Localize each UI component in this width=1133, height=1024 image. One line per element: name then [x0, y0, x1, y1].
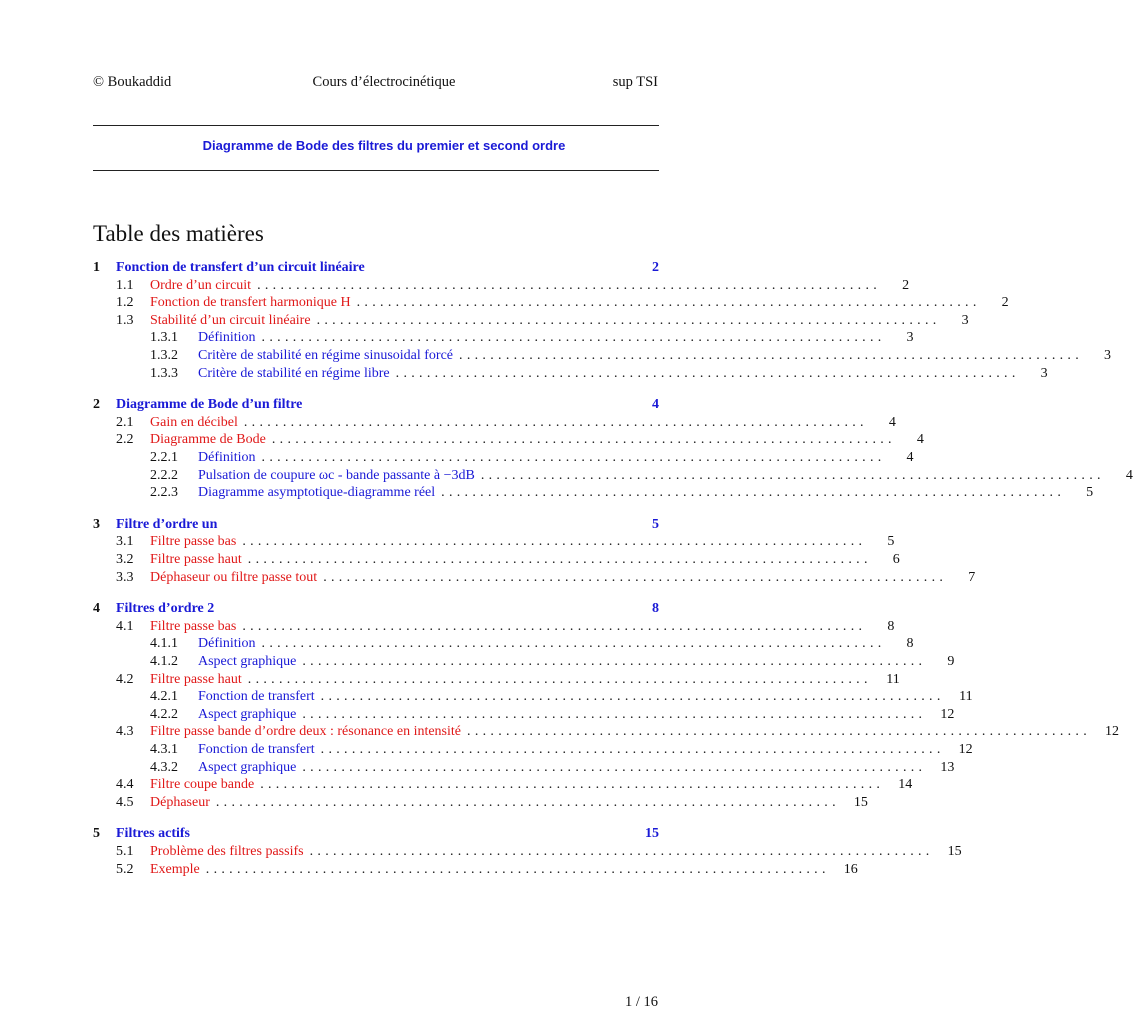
- toc-entry[interactable]: [93, 759, 955, 777]
- toc-entry[interactable]: [93, 396, 659, 414]
- toc-entry[interactable]: [93, 688, 973, 706]
- toc-entry-title[interactable]: Filtre passe haut: [150, 672, 242, 687]
- toc-dot-leader: ................................................................................: [261, 330, 886, 345]
- toc-entry-page[interactable]: 4: [888, 415, 896, 430]
- toc-heading: Table des matières: [93, 221, 264, 246]
- toc-dot-leader: ................................................................................: [480, 468, 1105, 483]
- toc-entry-number: 1.3.2: [150, 348, 178, 363]
- top-rule: [93, 125, 659, 126]
- toc-entry-page[interactable]: 5: [887, 534, 895, 549]
- toc-entry[interactable]: [93, 741, 973, 759]
- toc-entry-title[interactable]: Filtre coupe bande: [150, 777, 255, 792]
- toc-entry-title[interactable]: Déphaseur ou filtre passe tout: [150, 570, 318, 585]
- toc-entry-page[interactable]: 12: [940, 707, 955, 722]
- toc-entry-title[interactable]: Filtre passe bas: [150, 619, 237, 634]
- toc-entry-number: 4.4: [116, 777, 134, 792]
- toc-entry[interactable]: [93, 671, 900, 689]
- toc-entry-number: 2: [93, 397, 100, 412]
- toc-entry[interactable]: [93, 843, 962, 861]
- toc-entry-title[interactable]: Fonction de transfert harmonique H: [150, 295, 351, 310]
- toc-entry-number: 3: [93, 517, 100, 532]
- toc-dot-leader: ................................................................................: [320, 689, 945, 704]
- toc-entry-page[interactable]: 8: [652, 601, 659, 616]
- toc-entry-number: 1.3.1: [150, 330, 178, 345]
- toc-entry-number: 2.2.3: [150, 485, 178, 500]
- toc-entry-number: 4.1.2: [150, 654, 178, 669]
- toc-entry[interactable]: [93, 312, 969, 330]
- toc-entry-page[interactable]: 7: [968, 570, 976, 585]
- toc-entry[interactable]: [93, 600, 659, 618]
- toc-dot-leader: ................................................................................: [261, 450, 886, 465]
- toc-entry-title[interactable]: Diagramme de Bode d’un filtre: [116, 397, 303, 412]
- toc-dot-leader: ................................................................................: [302, 760, 927, 775]
- toc-entry-title[interactable]: Exemple: [150, 862, 200, 877]
- toc-entry-title[interactable]: Définition: [198, 636, 256, 651]
- toc-dot-leader: ................................................................................: [261, 636, 886, 651]
- toc-entry[interactable]: [93, 277, 910, 295]
- toc-dot-leader: ................................................................................: [243, 415, 868, 430]
- toc-entry[interactable]: [93, 569, 976, 587]
- toc-dot-leader: ................................................................................: [271, 432, 896, 447]
- toc-entry-title[interactable]: Stabilité d’un circuit linéaire: [150, 313, 311, 328]
- toc-entry[interactable]: [93, 259, 659, 277]
- toc-entry-title[interactable]: Fonction de transfert: [198, 742, 315, 757]
- toc-dot-leader: ................................................................................: [316, 313, 941, 328]
- toc-dot-leader: ................................................................................: [395, 366, 1020, 381]
- toc-entry[interactable]: [93, 706, 955, 724]
- toc-entry-title[interactable]: Aspect graphique: [198, 707, 297, 722]
- toc-entry-page[interactable]: 12: [1105, 724, 1120, 739]
- toc-entry-page[interactable]: 14: [898, 777, 913, 792]
- toc-entry-page[interactable]: 4: [916, 432, 924, 447]
- toc-entry-number: 4.2.2: [150, 707, 178, 722]
- toc-dot-leader: ................................................................................: [205, 862, 830, 877]
- toc-entry[interactable]: [93, 794, 868, 812]
- page-indicator: 1 / 16: [624, 994, 658, 1010]
- toc-entry-page[interactable]: 2: [902, 278, 910, 293]
- toc-entry-number: 3.3: [116, 570, 134, 585]
- toc-dot-leader: ................................................................................: [247, 552, 872, 567]
- toc-entry-number: 2.2: [116, 432, 134, 447]
- toc-entry-title[interactable]: Gain en décibel: [150, 415, 238, 430]
- toc-entry-page[interactable]: 3: [1040, 366, 1048, 381]
- toc-entry-number: 4.3.1: [150, 742, 178, 757]
- toc-entry-page[interactable]: 15: [947, 844, 962, 859]
- toc-entry-title[interactable]: Filtre passe bande d’ordre deux : résonance en intensité: [150, 724, 462, 739]
- toc-entry-number: 3.2: [116, 552, 134, 567]
- toc-entry[interactable]: [93, 329, 914, 347]
- toc-entry[interactable]: [93, 825, 659, 843]
- toc-entry-page[interactable]: 2: [1001, 295, 1009, 310]
- toc-entry[interactable]: [93, 365, 1048, 383]
- toc-entry-number: 4.2: [116, 672, 134, 687]
- toc-entry-title[interactable]: Fonction de transfert d’un circuit linéaire: [116, 260, 365, 275]
- toc-entry[interactable]: [93, 551, 900, 569]
- toc-dot-leader: ................................................................................: [302, 654, 927, 669]
- document-title[interactable]: Diagramme de Bode des filtres du premier et second ordre: [202, 138, 566, 153]
- toc-entry-title[interactable]: Diagramme de Bode: [150, 432, 266, 447]
- toc-entry-page[interactable]: 12: [958, 742, 973, 757]
- toc-entry-number: 1.2: [116, 295, 134, 310]
- toc-dot-leader: ................................................................................: [320, 742, 945, 757]
- toc-dot-leader: ................................................................................: [309, 844, 934, 859]
- toc-dot-leader: ................................................................................: [467, 724, 1092, 739]
- toc-entry-number: 1.3.3: [150, 366, 178, 381]
- header-course: Cours d’électrocinétique: [312, 74, 456, 90]
- bottom-rule: [93, 170, 659, 171]
- toc-entry-number: 5: [93, 826, 100, 841]
- toc-entry[interactable]: [93, 723, 1120, 741]
- toc-entry-title[interactable]: Filtre passe haut: [150, 552, 242, 567]
- toc-entry-page[interactable]: 5: [1086, 485, 1094, 500]
- toc-entry-title[interactable]: Critère de stabilité en régime sinusoidal forcé: [198, 348, 454, 363]
- toc-entry-title[interactable]: Ordre d’un circuit: [150, 278, 252, 293]
- toc-entry-number: 2.2.2: [150, 468, 178, 483]
- toc-entry-title[interactable]: Aspect graphique: [198, 760, 297, 775]
- toc-entry-page[interactable]: 3: [906, 330, 914, 345]
- toc-entry-number: 1.3: [116, 313, 134, 328]
- toc-entry-number: 3.1: [116, 534, 134, 549]
- toc-entry-page[interactable]: 4: [1125, 468, 1133, 483]
- toc-entry-page[interactable]: 15: [645, 826, 659, 841]
- toc-entry-number: 2.1: [116, 415, 134, 430]
- toc-entry-page[interactable]: 4: [906, 450, 914, 465]
- toc-entry-number: 1.1: [116, 278, 134, 293]
- toc-entry-title[interactable]: Critère de stabilité en régime libre: [198, 366, 390, 381]
- toc-entry-page[interactable]: 13: [940, 760, 955, 775]
- toc-entry-page[interactable]: 16: [843, 862, 858, 877]
- toc-entry[interactable]: [93, 516, 659, 534]
- toc-entry-number: 4.1: [116, 619, 134, 634]
- toc-entry[interactable]: [93, 533, 895, 551]
- toc-entry-title[interactable]: Déphaseur: [150, 795, 210, 810]
- toc-dot-leader: ................................................................................: [260, 777, 885, 792]
- toc-entry-number: 1: [93, 260, 100, 275]
- toc-dot-leader: ................................................................................: [247, 672, 872, 687]
- toc-dot-leader: ................................................................................: [356, 295, 981, 310]
- toc-entry-title[interactable]: Aspect graphique: [198, 654, 297, 669]
- toc-entry-page[interactable]: 3: [961, 313, 969, 328]
- toc-entry-page[interactable]: 8: [887, 619, 895, 634]
- toc-dot-leader: ................................................................................: [242, 619, 867, 634]
- toc-entry-title[interactable]: Pulsation de coupure ωc - bande passante à −3dB: [198, 468, 475, 483]
- toc-entry[interactable]: [93, 635, 914, 653]
- toc-dot-leader: ................................................................................: [323, 570, 948, 585]
- toc-entry[interactable]: [93, 347, 1112, 365]
- toc-entry-page[interactable]: 11: [886, 672, 900, 687]
- toc-entry[interactable]: [93, 653, 955, 671]
- toc-dot-leader: ................................................................................: [257, 278, 882, 293]
- toc-entry-number: 4.2.1: [150, 689, 178, 704]
- toc-entry-page[interactable]: 3: [1104, 348, 1112, 363]
- toc-entry-number: 5.2: [116, 862, 134, 877]
- toc-entry[interactable]: [93, 414, 896, 432]
- toc-entry-number: 4.3.2: [150, 760, 178, 775]
- toc-entry[interactable]: [93, 467, 1133, 485]
- toc-entry-number: 2.2.1: [150, 450, 178, 465]
- toc-entry-page[interactable]: 9: [947, 654, 955, 669]
- toc-entry-page[interactable]: 8: [906, 636, 914, 651]
- toc-entry-title[interactable]: Définition: [198, 450, 256, 465]
- toc-entry[interactable]: [93, 449, 914, 467]
- toc-entry-page[interactable]: 15: [853, 795, 868, 810]
- toc-entry[interactable]: [93, 861, 858, 879]
- toc-dot-leader: ................................................................................: [302, 707, 927, 722]
- toc-entry[interactable]: [93, 431, 924, 449]
- toc-entry-page[interactable]: 4: [652, 397, 659, 412]
- toc-dot-leader: ................................................................................: [459, 348, 1084, 363]
- toc-entry-title[interactable]: Fonction de transfert: [198, 689, 315, 704]
- toc-entry-number: 4.5: [116, 795, 134, 810]
- toc-entry-page[interactable]: 5: [652, 517, 659, 532]
- toc-entry-number: 5.1: [116, 844, 134, 859]
- toc-dot-leader: ................................................................................: [215, 795, 840, 810]
- toc-dot-leader: ................................................................................: [242, 534, 867, 549]
- toc-entry-title[interactable]: Filtres d’ordre 2: [116, 601, 215, 616]
- toc-entry[interactable]: [93, 618, 895, 636]
- toc-entry-number: 4: [93, 601, 100, 616]
- toc-entry-number: 4.3: [116, 724, 134, 739]
- toc-entry-page[interactable]: 2: [652, 260, 659, 275]
- toc-entry-title[interactable]: Filtre passe bas: [150, 534, 237, 549]
- toc-entry-title[interactable]: Problème des filtres passifs: [150, 844, 304, 859]
- toc-entry-page[interactable]: 11: [959, 689, 973, 704]
- toc-entry-title[interactable]: Filtres actifs: [116, 826, 190, 841]
- toc-entry-title[interactable]: Définition: [198, 330, 256, 345]
- toc-entry[interactable]: [93, 776, 913, 794]
- header-author: © Boukaddid: [93, 74, 172, 90]
- toc-entry-title[interactable]: Filtre d’ordre un: [116, 517, 218, 532]
- toc-entry-title[interactable]: Diagramme asymptotique-diagramme réel: [198, 485, 436, 500]
- toc-entry-number: 4.1.1: [150, 636, 178, 651]
- toc-entry-page[interactable]: 6: [892, 552, 900, 567]
- toc-dot-leader: ................................................................................: [441, 485, 1066, 500]
- toc-entry[interactable]: [93, 294, 1009, 312]
- header-class: sup TSI: [612, 74, 658, 90]
- toc-entry[interactable]: [93, 484, 1094, 502]
